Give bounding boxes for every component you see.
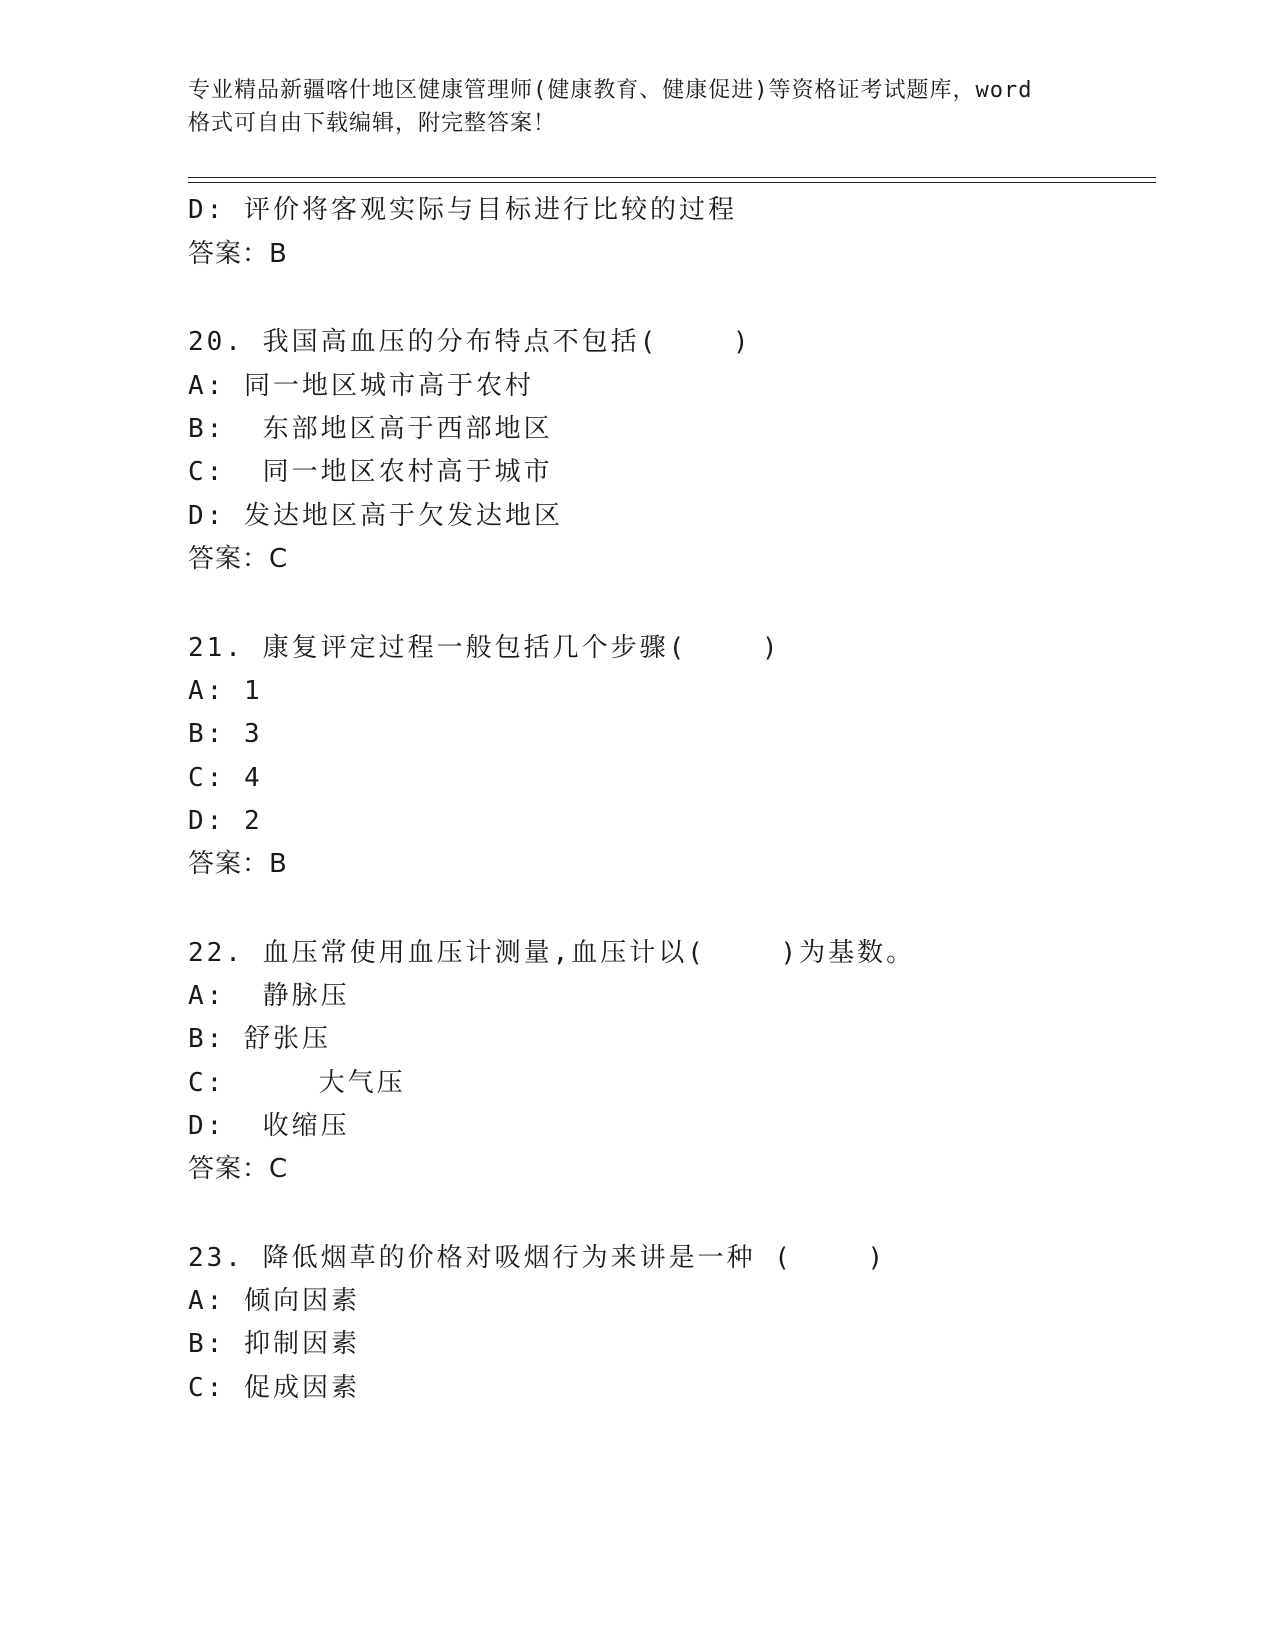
- question-23-option-a: A: 倾向因素: [188, 1286, 360, 1316]
- document-header: [188, 74, 1088, 140]
- question-22-option-c: C: 大气压: [188, 1068, 406, 1098]
- question-22-stem: 22. 血压常使用血压计测量,血压计以( )为基数。: [188, 938, 916, 968]
- question-20-stem: 20. 我国高血压的分布特点不包括( ): [188, 327, 752, 357]
- question-23-stem: 23. 降低烟草的价格对吸烟行为来讲是一种 ( ): [188, 1243, 887, 1273]
- question-20-option-d: D: 发达地区高于欠发达地区: [188, 501, 563, 531]
- question-21-stem: 21. 康复评定过程一般包括几个步骤( ): [188, 633, 781, 663]
- header-divider-bottom: [188, 182, 1156, 183]
- question-20-option-c: C: 同一地区农村高于城市: [188, 457, 553, 487]
- question-22-option-b: B: 舒张压: [188, 1024, 331, 1054]
- question-22-option-a: A: 静脉压: [188, 981, 350, 1011]
- prev-option-d: D: 评价将客观实际与目标进行比较的过程: [188, 195, 737, 225]
- header-line-1: 专业精品新疆喀什地区健康管理师(健康教育、健康促进)等资格证考试题库，word: [188, 78, 1033, 103]
- header-divider-top: [188, 177, 1156, 178]
- question-23-option-b: B: 抑制因素: [188, 1329, 360, 1359]
- question-22-option-d: D: 收缩压: [188, 1111, 350, 1141]
- question-20-answer: 答案：C: [188, 544, 289, 574]
- question-21-option-b: B: 3: [188, 719, 263, 749]
- question-21-answer: 答案：B: [188, 849, 288, 879]
- question-21-option-a: A: 1: [188, 676, 263, 706]
- prev-answer: 答案：B: [188, 239, 288, 269]
- question-22-answer: 答案：C: [188, 1154, 289, 1184]
- question-20-option-a: A: 同一地区城市高于农村: [188, 371, 534, 401]
- question-20-option-b: B: 东部地区高于西部地区: [188, 414, 553, 444]
- question-23-option-c: C: 促成因素: [188, 1373, 360, 1403]
- question-21-option-d: D: 2: [188, 806, 263, 836]
- header-line-2: 格式可自由下载编辑，附完整答案！: [188, 111, 557, 136]
- question-21-option-c: C: 4: [188, 763, 263, 793]
